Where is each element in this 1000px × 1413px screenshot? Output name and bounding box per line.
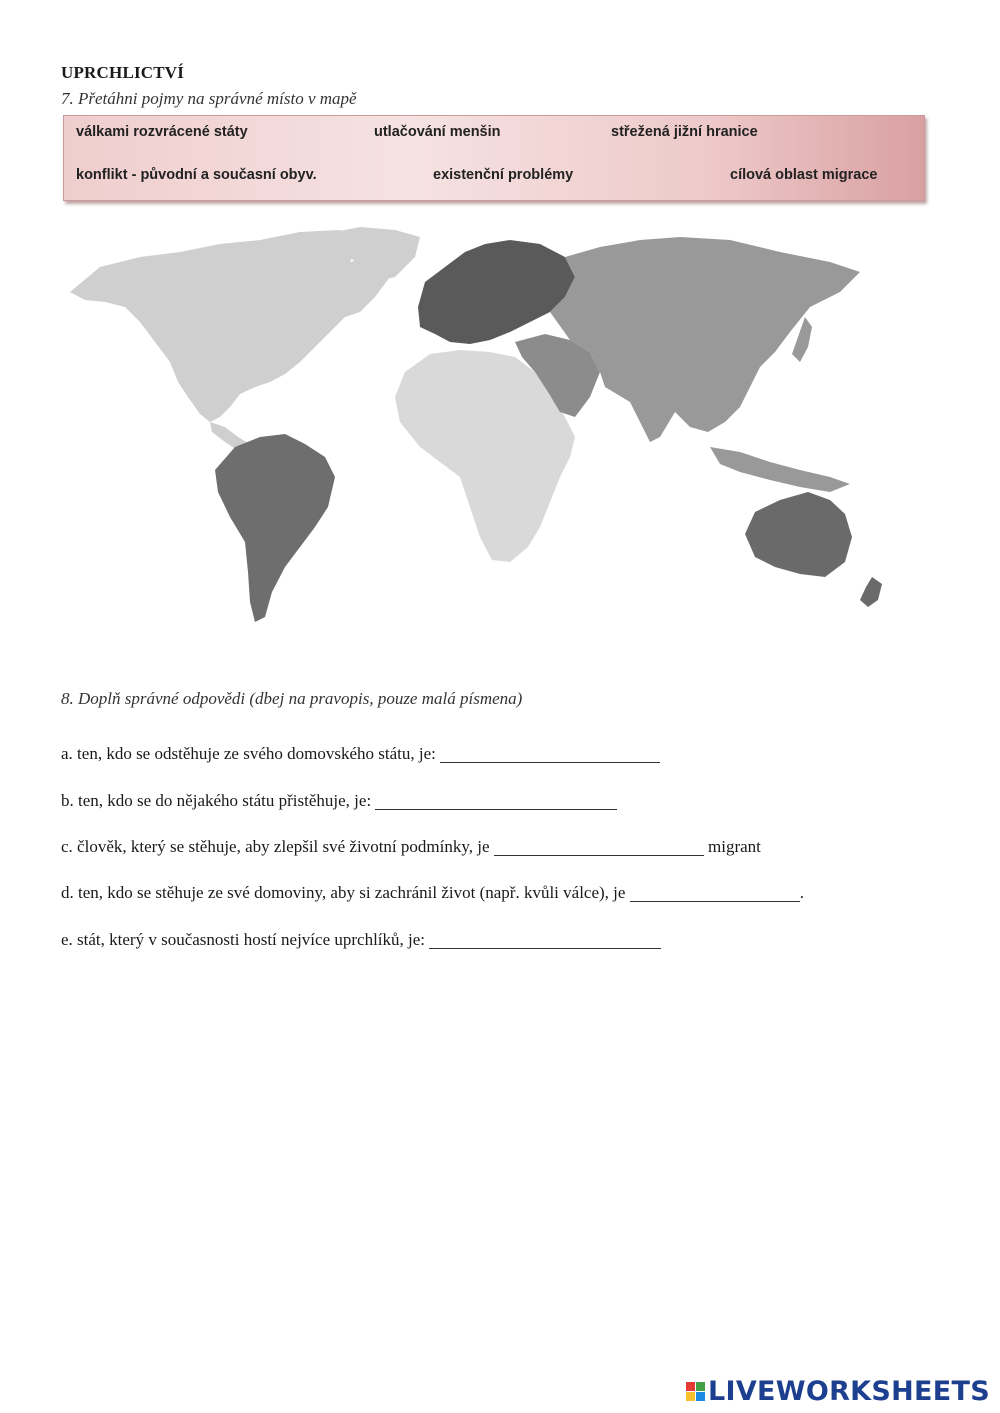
question-c: [61, 837, 761, 857]
term-konflikt-puvodni-a-soucasni[interactable]: konflikt - původní a současní obyv.: [76, 167, 317, 183]
question-d-suffix: .: [799, 883, 804, 902]
answer-e-input[interactable]: [429, 932, 661, 949]
question-e: [61, 930, 661, 950]
question-c-suffix: migrant: [708, 837, 761, 856]
question-c-text: c. člověk, který se stěhuje, aby zlepšil své životní podmínky, je: [61, 837, 490, 856]
new-zealand-region: [860, 577, 882, 607]
term-strezena-jizni-hranice[interactable]: střežená jižní hranice: [611, 124, 758, 140]
north-america-region: [70, 230, 390, 422]
term-utlacovani-mensin[interactable]: utlačování menšin: [374, 124, 501, 140]
task-8-instruction: 8. Doplň správné odpovědi (dbej na pravopis, pouze malá písmena): [61, 689, 523, 708]
answer-d-input[interactable]: [630, 885, 800, 902]
term-valkami-rozvracene-staty[interactable]: válkami rozvrácené státy: [76, 124, 248, 140]
answer-a-input[interactable]: [440, 746, 660, 763]
question-a-text: a. ten, kdo se odstěhuje ze svého domovského státu, je:: [61, 744, 436, 763]
task-7-instruction: 7. Přetáhni pojmy na správné místo v mapě: [61, 89, 357, 108]
liveworksheets-logo: [686, 1376, 990, 1407]
question-e-text: e. stát, který v současnosti hostí nejvíce uprchlíků, je:: [61, 930, 426, 949]
term-cilova-oblast-migrace[interactable]: cílová oblast migrace: [730, 167, 878, 183]
world-map: [60, 222, 920, 637]
logo-text: LIVEWORKSHEETS: [707, 1376, 990, 1407]
question-a: [61, 744, 660, 764]
asia-region: [550, 237, 860, 442]
logo-icon: [686, 1382, 705, 1401]
question-d-text: d. ten, kdo se stěhuje ze své domoviny, aby si zachránil život (např. kvůli válce), je: [61, 883, 626, 902]
australia-region: [745, 492, 852, 577]
question-d: [61, 883, 804, 903]
term-existencni-problemy[interactable]: existenční problémy: [433, 167, 574, 183]
south-america-region: [215, 434, 335, 622]
answer-c-input[interactable]: [494, 839, 704, 856]
question-b-text: b. ten, kdo se do nějakého státu přistěhuje, je:: [61, 791, 372, 810]
europe-region: [418, 240, 575, 344]
southeast-asia-islands: [710, 447, 850, 492]
word-bank: [63, 115, 925, 201]
worksheet-title: UPRCHLICTVÍ: [61, 63, 185, 82]
answer-b-input[interactable]: [375, 793, 617, 810]
question-b: [61, 791, 617, 811]
